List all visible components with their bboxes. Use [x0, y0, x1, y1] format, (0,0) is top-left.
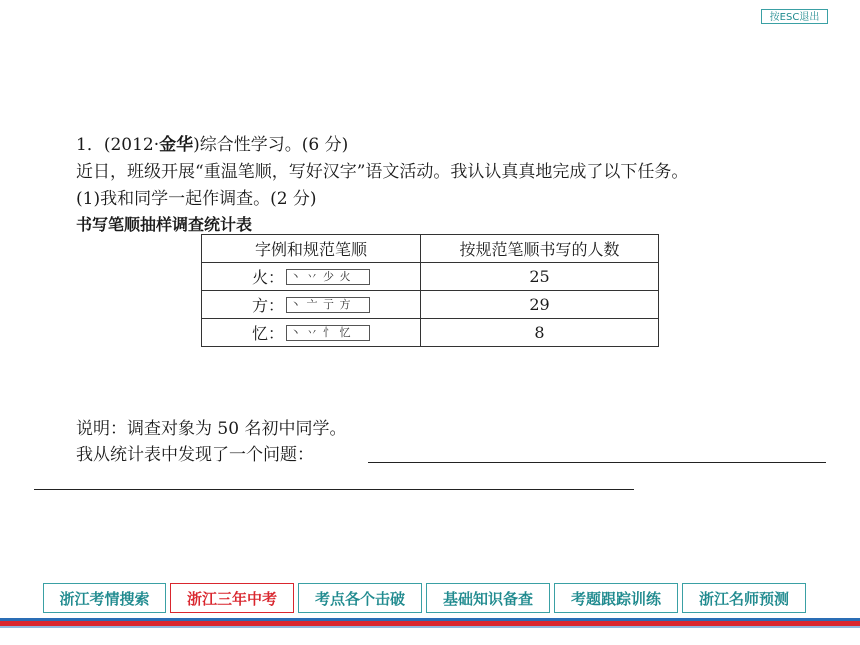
tab-tracking-training[interactable]: 考题跟踪训练: [554, 583, 678, 613]
stroke-order-box: 丶 亠 亍 方: [286, 297, 370, 313]
column-header: 按规范笔顺书写的人数: [421, 235, 659, 263]
survey-note: 说明：调查对象为 50 名初中同学。: [76, 419, 347, 439]
column-header: 字例和规范笔顺: [202, 235, 421, 263]
count-cell: 29: [421, 291, 659, 319]
answer-blank-line: [368, 462, 826, 463]
example-char: 忆：: [251, 324, 284, 343]
esc-exit-button[interactable]: 按ESC退出: [761, 9, 828, 24]
example-char: 方：: [251, 296, 284, 315]
tab-zhejiang-exam-search[interactable]: 浙江考情搜索: [43, 583, 166, 613]
example-char: 火：: [251, 268, 284, 287]
question-number-year: 1．(2012·: [76, 135, 160, 155]
question-intro: 近日，班级开展“重温笔顺，写好汉字”语文活动。我认认真真地完成了以下任务。: [76, 162, 689, 182]
stroke-order-box: 丶 丷 少 火: [286, 269, 370, 285]
table-row: [202, 319, 659, 347]
table-row: [202, 291, 659, 319]
footer-band-light: [0, 626, 860, 628]
stroke-cell: [202, 319, 421, 347]
question-source: 金华: [159, 135, 194, 155]
count-cell: 25: [421, 263, 659, 291]
question-type: )综合性学习。(6 分): [193, 135, 349, 155]
stroke-cell: [202, 263, 421, 291]
problem-prompt: 我从统计表中发现了一个问题：: [76, 445, 314, 465]
tab-zhejiang-three-year-exams[interactable]: 浙江三年中考: [170, 583, 294, 613]
question-task-1: (1)我和同学一起作调查。(2 分): [76, 189, 317, 209]
table-row: [202, 263, 659, 291]
tab-key-points[interactable]: 考点各个击破: [298, 583, 422, 613]
question-heading: [76, 134, 348, 156]
tab-basic-knowledge[interactable]: 基础知识备查: [426, 583, 550, 613]
survey-table: [201, 234, 659, 347]
table-header-row: [202, 235, 659, 263]
count-cell: 8: [421, 319, 659, 347]
table-title: 书写笔顺抽样调查统计表: [76, 215, 253, 234]
bottom-nav: [43, 583, 806, 613]
stroke-order-box: 丶 丷 忄 忆: [286, 325, 370, 341]
tab-expert-prediction[interactable]: 浙江名师预测: [682, 583, 806, 613]
stroke-cell: [202, 291, 421, 319]
answer-blank-line: [34, 489, 634, 490]
